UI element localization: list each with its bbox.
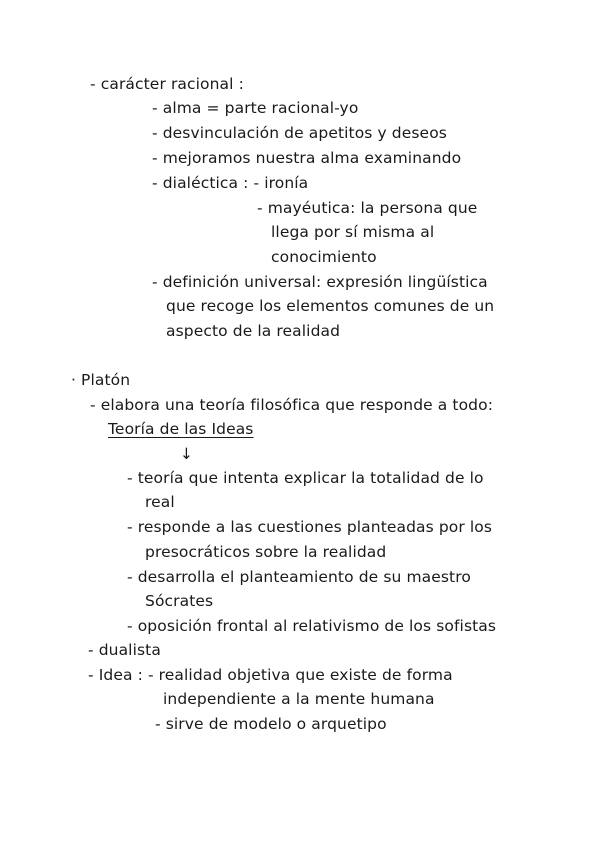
bullet-alma: - alma = parte racional-yo [152,99,359,117]
bullet-desarrolla-line2: Sócrates [145,592,214,610]
down-arrow-icon: ↓ [180,445,194,463]
bullet-mejoramos: - mejoramos nuestra alma examinando [152,149,462,167]
bullet-mayeutica-line1: - mayéutica: la persona que [257,199,478,217]
bullet-responde-line1: - responde a las cuestiones planteadas por los [127,518,493,536]
bullet-mayeutica-line3: conocimiento [271,248,377,266]
underlined-teoria-ideas: Teoría de las Ideas [108,420,254,438]
bullet-idea-line2: independiente a la mente humana [163,690,435,708]
bullet-idea-line3: - sirve de modelo o arquetipo [155,715,387,733]
bullet-dualista: - dualista [88,641,161,659]
bullet-elabora: - elabora una teoría filosófica que responde a todo: [90,396,494,414]
bullet-oposicion: - oposición frontal al relativismo de los sofistas [127,617,497,635]
bullet-definicion-line3: aspecto de la realidad [166,322,341,340]
bullet-idea-line1: - Idea : - realidad objetiva que existe de forma [88,666,453,684]
bullet-mayeutica-line2: llega por sí misma al [271,223,435,241]
bullet-teoria-line1: - teoría que intenta explicar la totalidad de lo [127,469,484,487]
bullet-definicion-line2: que recoge los elementos comunes de un [166,297,495,315]
bullet-teoria-line2: real [145,493,175,511]
heading-platon: · Platón [71,371,131,389]
bullet-responde-line2: presocráticos sobre la realidad [145,543,387,561]
bullet-dialectica: - dialéctica : - ironía [152,174,309,192]
bullet-definicion-line1: - definición universal: expresión lingüística [152,273,488,291]
bullet-caracter-racional: - carácter racional : [90,75,244,93]
bullet-desarrolla-line1: - desarrolla el planteamiento de su maestro [127,568,471,586]
bullet-desvinculacion: - desvinculación de apetitos y deseos [152,124,447,142]
